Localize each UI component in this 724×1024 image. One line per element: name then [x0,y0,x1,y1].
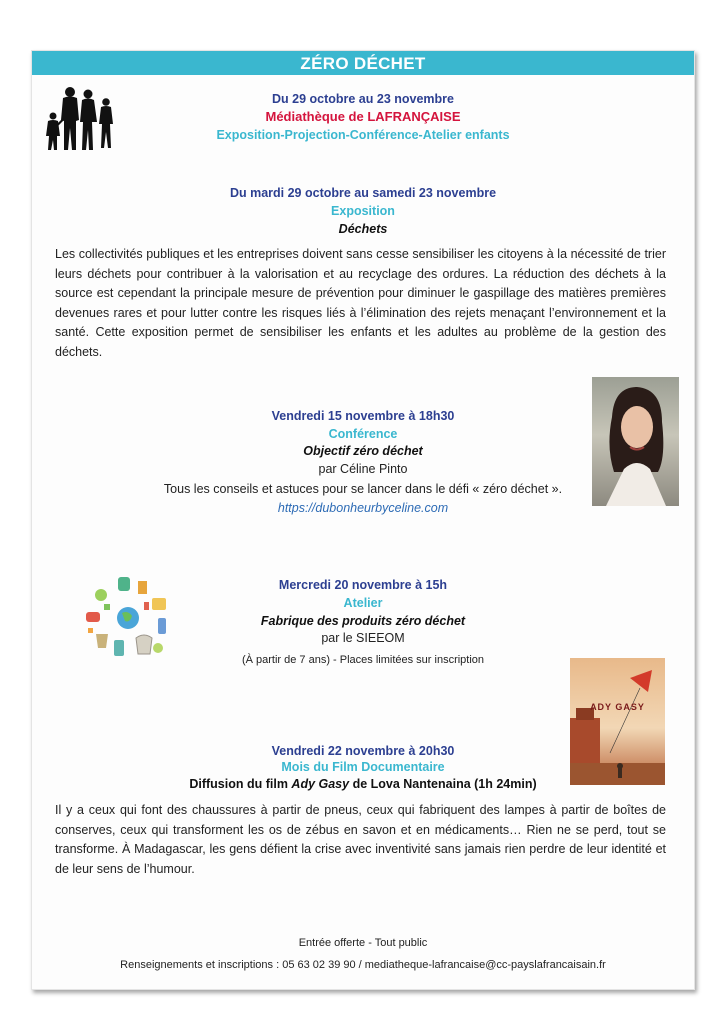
conf-website-link[interactable]: https://dubonheurbyceline.com [277,501,449,515]
flyer-page [31,50,695,990]
film-type: Mois du Film Documentaire [281,760,445,774]
conf-description: Tous les conseils et astuces pour se lancer dans le défi « zéro déchet ». [163,482,563,496]
footer-access: Entrée offerte - Tout public [298,937,428,949]
film-poster-title: ADY GASY [590,702,645,712]
atelier-title: Fabrique des produits zéro déchet [260,614,466,628]
header-types: Exposition-Projection-Conférence-Atelier enfants [216,128,510,142]
footer-contact: Renseignements et inscriptions : 05 63 02 39 90 / mediatheque-lafrancaise@cc-payslafrancaisain.fr [120,959,606,971]
header-venue: Médiathèque de LAFRANÇAISE [265,109,461,124]
expo-description: Les collectivités publiques et les entreprises doivent sans cesse sensibiliser les citoyens à la nécessité de trier leurs déchets pour contribuer à la valorisation et au recyclage des ordures. La réduction des déchets à la source est cependant la principale mesure de prévention pour diminuer le gaspillage des matières premières devenues rares et pour lutter contre les risques liés à l’élimination des rejets menaçant l’environnement et la santé. Cette exposition permet de sensibiliser les enfants et les adultes au problème de la gestion des déchets. [55,247,666,359]
atelier-date: Mercredi 20 novembre à 15h [278,578,448,592]
header-dates: Du 29 octobre au 23 novembre [271,92,454,106]
film-description: Il y a ceux qui font des chaussures à partir de pneus, ceux qui fabriquent des lampes à partir de boîtes de conserves, ceux qui transforment les os de zébus en savon et en médicaments… Rien ne se perd, tout se transforme. À Madagascar, les gens défient la crise avec inventivité sans jamais rien perdre de leur identité et de leur sens de l’humour. [55,803,666,876]
conf-date: Vendredi 15 novembre à 18h30 [271,409,455,423]
conf-type: Conférence [328,427,398,441]
expo-dates: Du mardi 29 octobre au samedi 23 novembre [229,186,497,200]
conf-title: Objectif zéro déchet [303,444,423,458]
film-date: Vendredi 22 novembre à 20h30 [271,744,455,758]
atelier-type: Atelier [343,596,383,610]
film-line-pre: Diffusion du film [189,777,292,791]
film-title: Ady Gasy [291,777,350,791]
film-line [32,777,694,791]
film-line-post: de Lova Nantenaina (1h 24min) [349,777,537,791]
expo-title: Déchets [338,222,388,236]
atelier-organizer: par le SIEEOM [321,631,405,645]
conf-speaker: par Céline Pinto [318,462,408,476]
expo-type: Exposition [331,204,395,218]
banner-title: ZÉRO DÉCHET [32,51,694,75]
atelier-note: (À partir de 7 ans) - Places limitées sur inscription [241,654,485,666]
